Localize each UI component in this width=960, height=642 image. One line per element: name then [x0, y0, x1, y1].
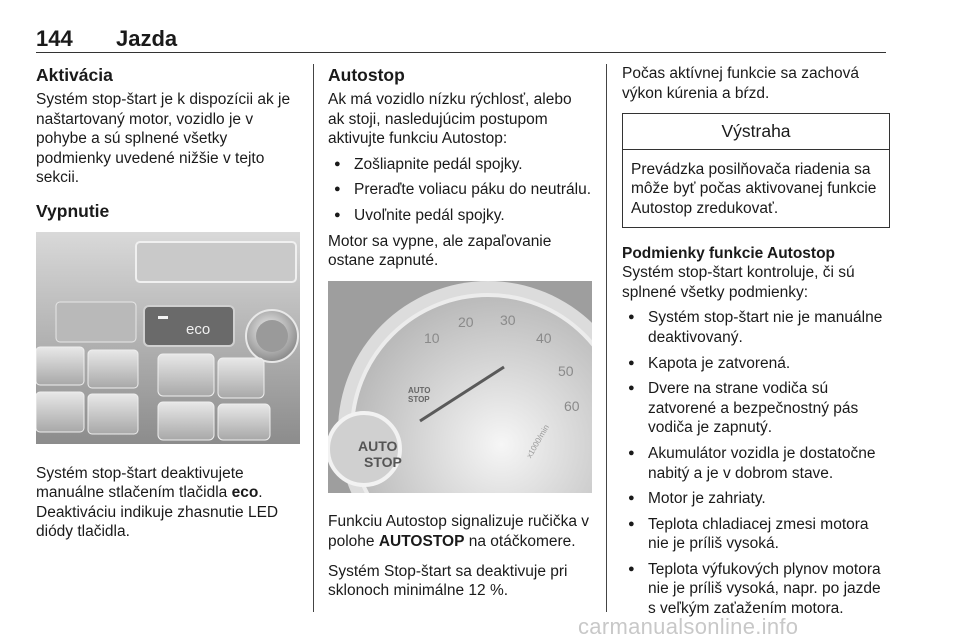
vypnutie-caption [36, 464, 300, 542]
list-item: ● Teplota výfukových plynov motora nie je príliš vysoká, napr. po jazde s veľkým zaťažením motora. [622, 560, 890, 619]
autostop-indicator-text [328, 512, 592, 551]
list-item: ● Systém stop-štart nie je manuálne deaktivovaný. [622, 308, 890, 347]
watermark: carmanualsonline.info [578, 614, 799, 639]
eco-button-figure [36, 232, 300, 450]
gauge-unit: x1000/min [524, 422, 551, 460]
aktivacia-text: Systém stop-štart je k dispozícii ak je naštartovaný motor, vozidlo je v pohybe a sú splnené všetky podmienky uvedené nižšie v tejto sekcii. [36, 91, 291, 187]
autostop-steps [328, 155, 592, 226]
page-number: 144 [36, 26, 73, 51]
heading-aktivacia: Aktivácia [36, 65, 113, 85]
caption-text: Systém stop-štart deaktivujete manuálne stlačením tlačidla [36, 464, 244, 502]
conditions-intro: Systém stop-štart kontroluje, či sú splnené všetky podmienky: [622, 264, 855, 301]
header-rule [36, 52, 886, 53]
caption-eco-bold: eco [231, 484, 259, 502]
tick-label-20: 20 [458, 313, 474, 330]
caption-text-end: . [258, 484, 263, 502]
gauge-autostop-mark-2: STOP [408, 394, 430, 404]
conditions-list [622, 308, 890, 618]
text-fragment: Funkciu Autostop signalizuje ručička v polohe [328, 513, 590, 550]
text-fragment-end: na otáčkomere. [464, 532, 576, 550]
caption-text-2: Deaktiváciu indikuje zhasnutie LED diódy tlačidla. [36, 503, 279, 541]
heading-autostop: Autostop [328, 65, 405, 85]
conditions-heading: Podmienky funkcie Autostop [622, 244, 836, 262]
column-divider-1 [313, 64, 314, 612]
list-item: ● Kapota je zatvorená. [622, 354, 890, 374]
eco-button-label: eco [186, 320, 211, 338]
tick-label-50: 50 [558, 362, 574, 379]
list-item: ● Preraďte voliacu páku do neutrálu. [328, 180, 592, 200]
engine-off-text: Motor sa vypne, ale zapaľovanie ostane zapnuté. [328, 232, 552, 270]
column-divider-2 [606, 64, 607, 612]
magnifier-auto-text: AUTO [358, 437, 398, 454]
warning-title: Výstraha [623, 114, 889, 150]
list-item: ● Uvoľnite pedál spojky. [328, 206, 592, 226]
tick-label-40: 40 [536, 329, 552, 346]
tick-label-10: 10 [424, 329, 440, 346]
list-item: ● Teplota chladiacej zmesi motora nie je príliš vysoká. [622, 515, 890, 554]
page-header [36, 26, 886, 54]
heating-braking-text: Počas aktívnej funkcie sa zachová výkon kúrenia a bŕzd. [622, 65, 859, 102]
autostop-bold: AUTOSTOP [378, 532, 465, 550]
column-2 [328, 64, 592, 611]
tick-label-30: 30 [500, 311, 516, 328]
magnifier-stop-text: STOP [364, 453, 402, 470]
list-item: ● Motor je zahriaty. [622, 489, 890, 509]
warning-box [622, 113, 890, 227]
tachometer-illustration [328, 281, 592, 493]
gauge-autostop-mark-1: AUTO [408, 385, 431, 395]
column-1 [36, 64, 300, 552]
dashboard-console-illustration [36, 232, 300, 444]
tick-label-60: 60 [564, 397, 580, 414]
column-3 [622, 64, 890, 625]
list-item: ● Dvere na strane vodiča sú zatvorené a bezpečnostný pás vodiča je zapnutý. [622, 379, 890, 438]
autostop-intro: Ak má vozidlo nízku rýchlosť, alebo ak stoji, nasledujúcim postupom aktivujte funkciu Autostop: [328, 91, 572, 148]
heading-vypnutie: Vypnutie [36, 200, 110, 221]
slope-deactivation-text: Systém Stop-štart sa deaktivuje pri sklonoch minimálne 12 %. [328, 562, 568, 600]
tachometer-figure [328, 281, 592, 499]
chapter-title: Jazda [116, 26, 178, 51]
list-item: ● Akumulátor vozidla je dostatočne nabitý a je v dobrom stave. [622, 444, 890, 483]
list-item: ● Zošliapnite pedál spojky. [328, 155, 592, 175]
warning-text: Prevádzka posilňovača riadenia sa môže byť počas aktivovanej funkcie Autostop zredukovať. [631, 160, 877, 217]
